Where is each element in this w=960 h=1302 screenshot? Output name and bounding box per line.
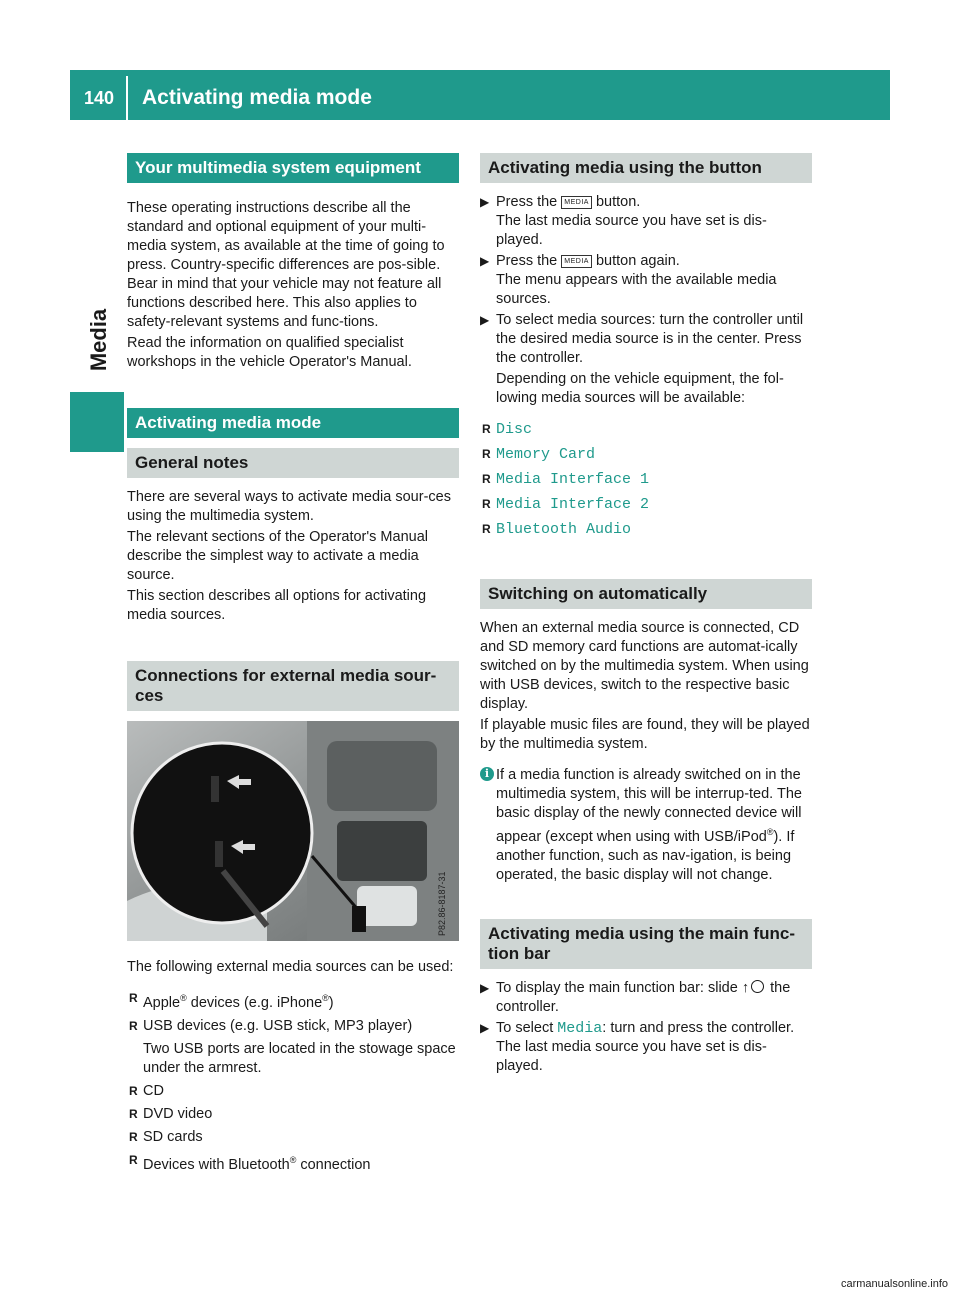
list-item: R USB devices (e.g. USB stick, MP3 player) (129, 1017, 413, 1034)
step-item: ▶ To select media sources: turn the controller until the desired media source is in the center. Press the controller. (480, 312, 804, 366)
main-bar-heading: Activating media using the main func-tion bar (480, 919, 812, 969)
step-item: ▶ To select Media: turn and press the controller. The last media source you have set is dis-played. (480, 1019, 795, 1074)
step-arrow-icon: ▶ (480, 313, 490, 327)
equipment-paragraph: These operating instructions describe all the standard and optional equipment of your multi-media system, as available at the time of going to press. Country-specific differences are pos-sible. Bear in mind that your vehicle may not feature all functions described here. This also applies to safety-relevant systems and func-tions. (127, 200, 445, 330)
media-key-icon: MEDIA (561, 196, 592, 209)
step-arrow-icon: ▶ (480, 195, 490, 209)
info-note: i If a media function is already switched on in the multimedia system, this will be interrup-ted. The basic display of the newly connected device will appear (except when using with USB/iPod®). If another function, such as nav-igation, is being operated, the basic display will not change. (480, 766, 812, 885)
button-heading: Activating media using the button (480, 153, 812, 183)
switching-heading: Switching on automatically (480, 579, 812, 609)
general-paragraph-2: The relevant sections of the Operator's Manual describe the simplest way to activate a media source. (127, 529, 428, 583)
connections-heading: Connections for external media sour-ces (127, 661, 459, 711)
media-key-icon: MEDIA (561, 255, 592, 268)
controller-icon (751, 980, 764, 993)
list-item: R DVD video (129, 1105, 213, 1122)
step-arrow-icon: ▶ (480, 980, 490, 995)
list-item: R Disc (482, 421, 533, 438)
step-arrow-icon: ▶ (480, 1020, 490, 1035)
step-item: ▶ Press the MEDIA button. The last media source you have set is dis-played. (480, 194, 767, 248)
media-source-list (480, 420, 812, 539)
list-item: R Media Interface 2 (482, 496, 650, 513)
list-item: R SD cards (129, 1128, 203, 1145)
page-title: Activating media mode (142, 86, 372, 109)
switching-paragraph-2: If playable music files are found, they will be played by the multimedia system. (480, 717, 810, 752)
equipment-note: Read the information on qualified specialist workshops in the vehicle Operator's Manual. (127, 335, 412, 370)
usb-ports-photo (127, 721, 459, 941)
list-item: R Media Interface 1 (482, 471, 650, 488)
switching-paragraph-1: When an external media source is connected, CD and SD memory card functions are automat-ically switched on by the multimedia system. When using with USB devices, switch to the respective basic display. (480, 620, 809, 712)
step-arrow-icon: ▶ (480, 254, 490, 268)
info-icon: i (480, 767, 494, 781)
right-column (480, 153, 812, 1078)
general-notes-heading: General notes (127, 448, 459, 478)
list-item: R Memory Card (482, 446, 596, 463)
page-header (70, 70, 890, 120)
step-item: ▶ Press the MEDIA button again. The menu appears with the available media sources. (480, 253, 777, 307)
list-item: R Devices with Bluetooth® connection (129, 1152, 371, 1173)
equipment-heading: Your multimedia system equipment (127, 153, 459, 183)
list-subtext: Two USB ports are located in the stowage space under the armrest. (143, 1040, 456, 1076)
footer-watermark: carmanualsonline.info (840, 1278, 948, 1290)
list-item: R Bluetooth Audio (482, 521, 632, 538)
list-item: R CD (129, 1082, 164, 1099)
left-column (127, 153, 459, 1179)
photo-code: P82.86-8187-31 (437, 871, 447, 936)
header-divider (126, 76, 128, 120)
step-note: Depending on the vehicle equipment, the fol-lowing media sources will be available: (496, 371, 784, 406)
sources-intro: The following external media sources can be used: (127, 959, 454, 975)
page-number: 140 (84, 88, 115, 108)
general-paragraph-3: This section describes all options for activating media sources. (127, 588, 427, 623)
side-tab-label: Media (86, 308, 111, 372)
general-paragraph-1: There are several ways to activate media sour-ces using the multimedia system. (127, 489, 451, 524)
list-item: R Apple® devices (e.g. iPhone®) (129, 991, 334, 1011)
side-tab (88, 300, 110, 380)
slide-up-icon: ↑ (741, 979, 750, 996)
side-tab-marker (70, 392, 124, 452)
step-item: ▶ To display the main function bar: slide ↑ the controller. (480, 979, 791, 1015)
activating-heading: Activating media mode (127, 408, 459, 438)
